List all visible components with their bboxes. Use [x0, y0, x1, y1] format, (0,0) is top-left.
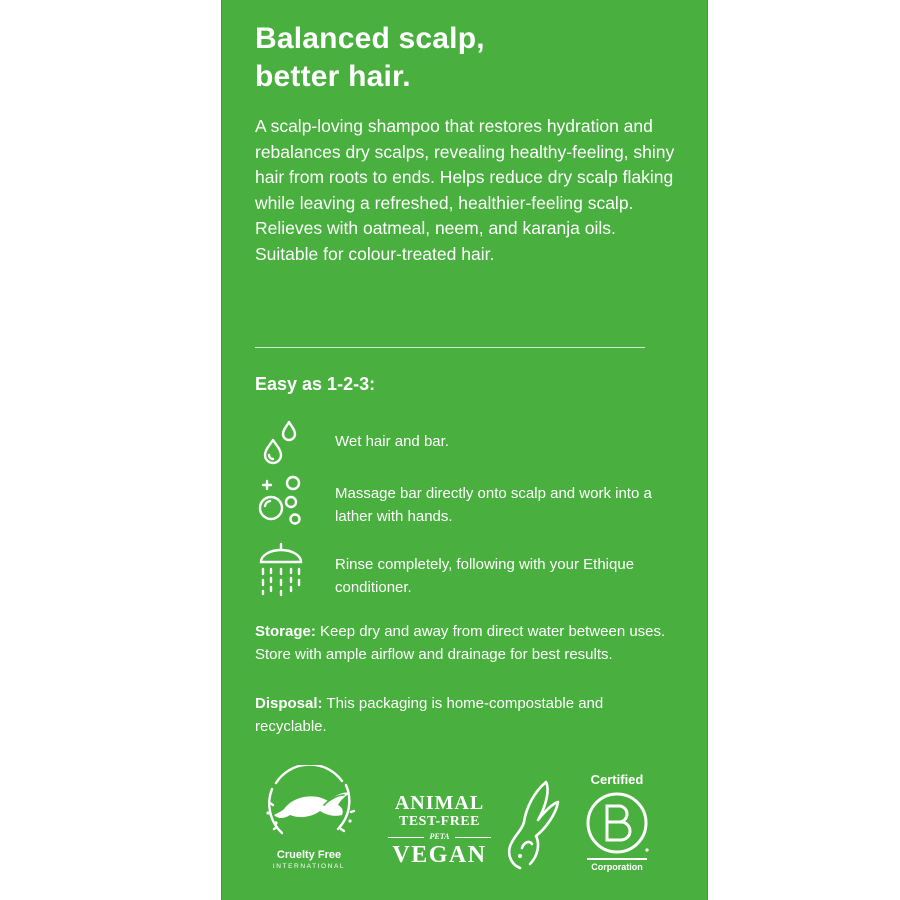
divider: [255, 347, 645, 348]
product-description: A scalp-loving shampoo that restores hydration and rebalances dry scalps, revealing healthy-feeling, shiny hair from roots to ends. Helps reduce dry scalp flaking while leaving a refreshed, healthier-feeling scalp. Relieves with oatmeal, neem, and karanja oils. Suitable for colour-treated hair.: [255, 116, 675, 264]
steps-title: Easy as 1-2-3:: [255, 374, 376, 394]
peta-logo: [382, 778, 572, 878]
step-1-text: Wet hair and bar.: [335, 433, 449, 450]
leaping-bunny-icon: [254, 765, 364, 847]
peta-mark: PETA: [429, 832, 450, 841]
b-corp-icon: [584, 790, 650, 856]
storage-label: Storage:: [255, 623, 316, 640]
disposal-info: [255, 692, 675, 738]
water-drops-icon: [255, 418, 311, 474]
peta-line-2: TEST-FREE: [398, 814, 480, 829]
step-2: [255, 473, 655, 533]
headline-line-2: better hair.: [255, 60, 411, 93]
step-3-text: Rinse completely, following with your Ethique conditioner.: [335, 556, 635, 596]
product-panel: [221, 0, 708, 900]
cruelty-free-logo: [254, 765, 364, 877]
step-2-text: Massage bar directly onto scalp and work into a lather with hands.: [335, 485, 652, 525]
b-corp-rule: [587, 858, 647, 860]
shower-head-icon: [255, 542, 311, 598]
peta-rule-right: [455, 837, 491, 838]
step-1: [255, 418, 655, 478]
lather-bubbles-icon: [255, 473, 311, 529]
b-corp-logo: [577, 770, 657, 880]
disposal-label: Disposal:: [255, 695, 323, 712]
peta-line-3: VEGAN: [392, 842, 487, 868]
peta-bunny-icon: [500, 778, 560, 874]
step-3: [255, 542, 655, 602]
b-corp-bottom: Corporation: [591, 862, 643, 872]
disposal-text: This packaging is home-compostable and recyclable.: [255, 695, 604, 735]
b-corp-top: Certified: [590, 772, 644, 787]
cruelty-free-sub: INTERNATIONAL: [272, 863, 346, 870]
headline: [255, 20, 675, 96]
headline-line-1: Balanced scalp,: [255, 22, 485, 55]
storage-info: [255, 620, 675, 666]
cruelty-free-name: Cruelty Free: [276, 849, 342, 861]
storage-text: Keep dry and away from direct water between uses. Store with ample airflow and drainage for best results.: [255, 623, 666, 663]
peta-line-1: ANIMAL: [394, 792, 485, 814]
